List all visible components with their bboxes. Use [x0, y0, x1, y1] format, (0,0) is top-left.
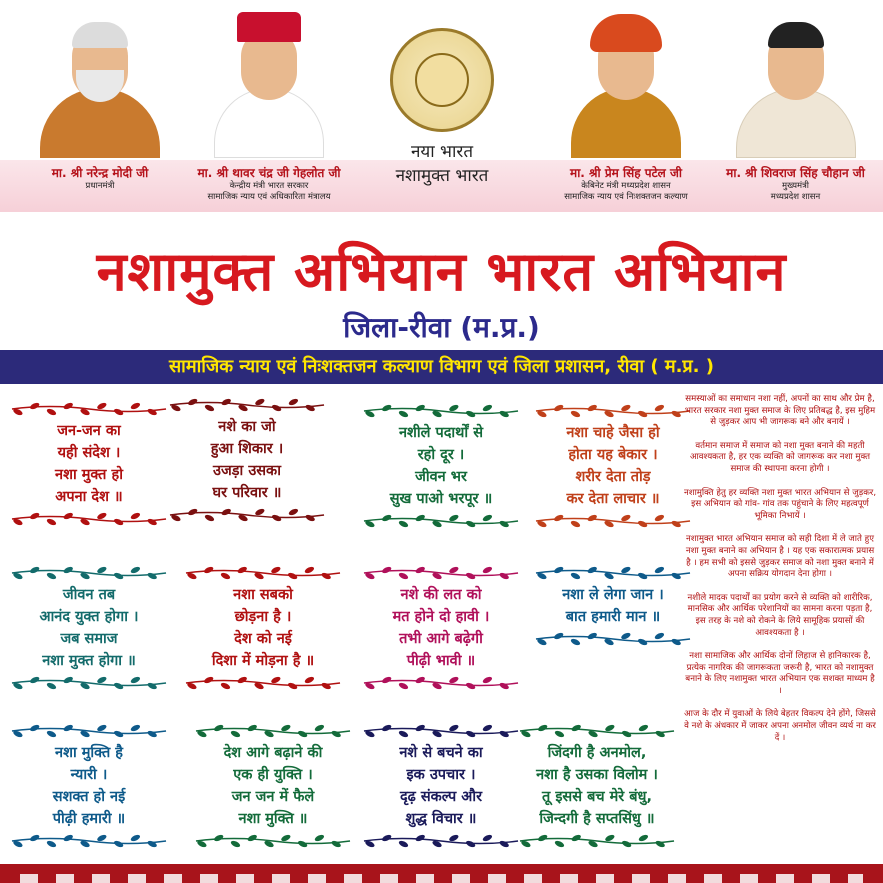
poem-line: पीढ़ी हमारी ॥	[52, 811, 126, 827]
leader-title: मुख्यमंत्री	[782, 181, 809, 191]
leader-name: मा. श्री थावर चंद्र जी गेहलोत जी	[197, 166, 341, 180]
poem-line: घर परिवार ॥	[212, 485, 282, 501]
leader-card-chouhan	[708, 8, 883, 203]
poem-line: नशे की लत को	[400, 587, 482, 603]
vine-decoration-icon	[534, 404, 692, 418]
slogan-line-2: नशामुक्त भारत	[395, 166, 489, 186]
sidebar-paragraph: समस्याओं का समाधान नशा नहीं, अपनों का साथ और प्रेम है, भारत सरकार नशा मुक्त समाज के लिए प्रतिबद्ध है, इस मुहिम से जुड़कर आप भी जागरूक बने और बनायें ।	[684, 394, 876, 428]
vine-decoration-icon	[362, 566, 520, 580]
poem-line: शुद्ध विचार ॥	[405, 811, 477, 827]
poem-block	[528, 566, 698, 646]
vine-decoration-icon	[362, 514, 520, 528]
main-title: नशामुक्त अभियान भारत अभियान	[96, 240, 787, 303]
vine-decoration-icon	[362, 676, 520, 690]
poem-line: कर देता लाचार ॥	[566, 491, 660, 507]
district-title: जिला-रीवा (म.प्र.)	[343, 311, 540, 344]
vine-decoration-icon	[362, 834, 520, 848]
leader-title: सामाजिक न्याय एवं निःशक्तजन कल्याण	[564, 192, 688, 202]
poem-line: सशक्त हो नई	[52, 789, 126, 805]
poem-line: तभी आगे बढ़ेगी	[399, 631, 483, 647]
vine-decoration-icon	[194, 724, 352, 738]
sidebar-paragraph: नशामुक्त भारत अभियान समाज को सही दिशा में ले जाते हुए नशा मुक्त बनाने का अभियान है । यह एक सकारात्मक प्रयास है । हम सभी को इससे जुड़कर समाज को नशा मुक्त बनाने में अपना सक्रिय योगदान देना होगा ।	[685, 534, 875, 580]
poem-line: इक उपचार ।	[406, 767, 476, 783]
leader-photo-patel	[571, 8, 681, 158]
vine-decoration-icon	[10, 834, 168, 848]
poem-line: नशा ले लेगा जान ।	[562, 587, 664, 603]
poem-line: जीवन तब	[62, 587, 116, 603]
poem-line: रहो दूर ।	[417, 447, 465, 463]
poem-line: नशा मुक्ति ॥	[238, 811, 308, 827]
leader-card-patel	[548, 8, 704, 203]
vine-decoration-icon	[534, 514, 692, 528]
poem-line: दृढ़ संकल्प और	[399, 789, 483, 805]
poem-block	[4, 566, 174, 690]
sidebar-paragraph: वर्तमान समाज में समाज को नशा मुक्त बनाने की महती आवश्यकता है, हर एक व्यक्ति को जागरूक कर नशा मुक्त समाज की स्थापना करना होगी ।	[689, 440, 871, 474]
poem-block	[356, 724, 526, 848]
poem-block	[356, 404, 526, 528]
vine-decoration-icon	[184, 566, 342, 580]
poem-line: जिंदगी है अनमोल,	[547, 745, 647, 761]
vine-decoration-icon	[10, 566, 168, 580]
poem-line: देश को नई	[234, 631, 292, 647]
poem-line: जब समाज	[60, 631, 118, 647]
header	[0, 0, 883, 212]
leader-photo-modi	[30, 8, 170, 158]
poem-line: मत होने दो हावी ।	[392, 609, 490, 625]
vine-decoration-icon	[534, 566, 692, 580]
poem-line: बात हमारी मान ॥	[565, 609, 661, 625]
vine-decoration-icon	[194, 834, 352, 848]
vine-decoration-icon	[168, 398, 326, 412]
poem-block	[4, 724, 174, 848]
poem-line: नशा मुक्त हो	[55, 467, 123, 483]
vine-decoration-icon	[534, 632, 692, 646]
leader-name: मा. श्री शिवराज सिंह चौहान जी	[726, 166, 865, 180]
poem-line: जीवन भर	[415, 469, 467, 485]
vine-decoration-icon	[518, 834, 676, 848]
poem-block	[188, 724, 358, 848]
poem-block	[512, 724, 682, 848]
emblem-block	[382, 28, 502, 188]
poem-line: सुख पाओ भरपूर ॥	[389, 491, 493, 507]
sidebar-paragraph: आज के दौर में युवाओं के लिये बेहतर विकल्प देने होंगे, जिससे वे नशे के अंधकार में जाकर अपना अनमोल जीवन व्यर्थ ना कर दें ।	[684, 709, 876, 743]
vine-decoration-icon	[10, 512, 168, 526]
sidebar-paragraph: नशा सामाजिक और आर्थिक दोनों लिहाज से हानिकारक है, प्रत्येक नागरिक की जागरूकता जरूरी है, भारत को नशामुक्त बनाने के लिए नशामुक्त भारत अभियान एक सशक्त माध्यम है ।	[685, 651, 875, 696]
poem-line: उजड़ा उसका	[213, 463, 281, 479]
poem-line: छोड़ना है ।	[234, 609, 292, 625]
vine-decoration-icon	[362, 404, 520, 418]
leader-name: मा. श्री प्रेम सिंह पटेल जी	[570, 166, 682, 180]
poem-line: नशा मुक्त होगा ॥	[42, 653, 136, 669]
leader-card-gehlot	[176, 8, 362, 203]
poem-line: जन-जन का	[57, 423, 121, 439]
poem-block	[162, 398, 332, 522]
poem-line: अपना देश ॥	[55, 489, 123, 505]
sidebar-paragraph: नशामुक्ति हेतु हर व्यक्ति नशा मुक्त भारत अभियान से जुड़कर, इस अभियान को गांव- गांव तक पहुंचाने के लिए महत्वपूर्ण भूमिका निभायें ।	[683, 487, 877, 521]
poem-line: दिशा में मोड़ना है ॥	[211, 653, 315, 669]
poem-line: न्यारी ।	[70, 767, 108, 783]
leader-name: मा. श्री नरेन्द्र मोदी जी	[51, 166, 149, 180]
poem-line: जन जन में फैले	[231, 789, 315, 805]
leader-title: सामाजिक न्याय एवं अधिकारिता मंत्रालय	[207, 192, 331, 202]
poem-line: नशीले पदार्थों से	[398, 425, 484, 441]
leader-photo-chouhan	[726, 8, 866, 158]
poem-line: तू इससे बच मेरे बंधु,	[542, 789, 652, 805]
poem-line: देश आगे बढ़ाने की	[223, 745, 323, 761]
poem-line: नशा सबको	[233, 587, 293, 603]
poem-line: नशा है उसका विलोम ।	[536, 767, 658, 783]
poem-line: जिन्दगी है सप्तसिंधु ॥	[539, 811, 655, 827]
vine-decoration-icon	[10, 724, 168, 738]
leader-title: केबिनेट मंत्री मध्यप्रदेश शासन	[581, 181, 671, 191]
vine-decoration-icon	[184, 676, 342, 690]
poem-block	[528, 404, 698, 528]
poem-line: नशे का जो	[218, 419, 276, 435]
poem-block	[356, 566, 526, 690]
poem-line: नशा चाहे जैसा हो	[566, 425, 660, 441]
leader-title: प्रधानमंत्री	[85, 181, 115, 191]
poem-line: एक ही युक्ति ।	[233, 767, 313, 783]
poem-line: नशा मुक्ति है	[55, 745, 123, 761]
mp-emblem-icon	[390, 28, 494, 132]
poem-line: नशे से बचने का	[399, 745, 483, 761]
leader-card-modi	[0, 8, 200, 192]
leader-title: केन्द्रीय मंत्री भारत सरकार	[229, 181, 309, 191]
vine-decoration-icon	[518, 724, 676, 738]
vine-decoration-icon	[10, 402, 168, 416]
poem-line: यही संदेश ।	[57, 445, 121, 461]
department-banner: सामाजिक न्याय एवं निःशक्तजन कल्याण विभाग एवं जिला प्रशासन, रीवा ( म.प्र. )	[0, 350, 883, 384]
sidebar-paragraph: नशीले मादक पदार्थों का प्रयोग करने से व्यक्ति को शारीरिक, मानसिक और आर्थिक परेशानियों का सामना करना पड़ता है, इस तरह के नशे को रोकने के लिये सामूहिक प्रयासों की आवश्यकता है ।	[687, 592, 873, 638]
poem-line: आनंद युक्त होगा ।	[39, 609, 139, 625]
vine-decoration-icon	[10, 676, 168, 690]
leader-title: मध्यप्रदेश शासन	[770, 192, 821, 202]
poem-block	[178, 566, 348, 690]
slogan-line-1: नया भारत	[410, 142, 474, 162]
sidebar-text	[683, 394, 877, 756]
footer-banner	[0, 864, 883, 883]
vine-decoration-icon	[362, 724, 520, 738]
poem-line: शरीर देता तोड़	[575, 469, 651, 485]
poem-block	[4, 402, 174, 526]
vine-decoration-icon	[168, 508, 326, 522]
poem-line: हुआ शिकार ।	[210, 441, 284, 457]
poem-line: पीढ़ी भावी ॥	[406, 653, 476, 669]
leader-photo-gehlot	[214, 8, 324, 158]
poem-line: होता यह बेकार ।	[568, 447, 658, 463]
